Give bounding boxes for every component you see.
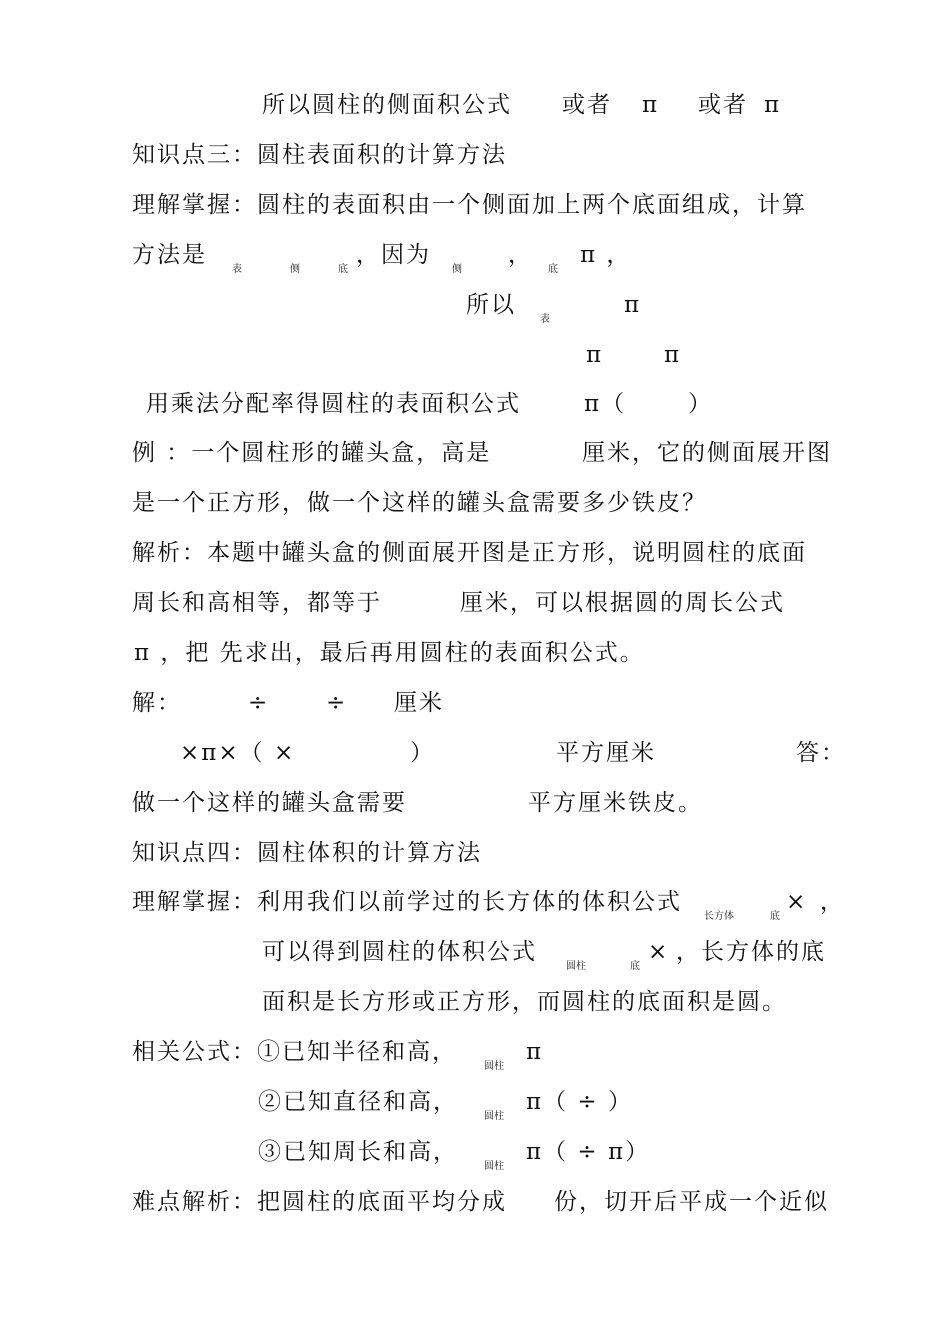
volume-understanding-line-3: 面积是长方形或正方形，而圆柱的底面积是圆。 bbox=[262, 989, 787, 1015]
analysis-line-3: π ，把 先求出，最后再用圆柱的表面积公式。 bbox=[134, 640, 645, 666]
therefore-text: 所以 bbox=[466, 292, 516, 318]
pi-paren-open: π（ bbox=[584, 391, 627, 417]
section-heading-4: 知识点四：圆柱体积的计算方法 bbox=[132, 840, 482, 866]
subscript-surface: 表 bbox=[232, 264, 242, 275]
subscript-lateral-2: 侧 bbox=[452, 264, 462, 275]
method-text: 方法是 bbox=[132, 242, 207, 268]
paren-close-2: ） bbox=[410, 740, 435, 766]
pi-symbol-3: π bbox=[624, 292, 642, 318]
understanding-paragraph-line-1: 理解掌握：圆柱的表面积由一个侧面加上两个底面组成，计算 bbox=[132, 192, 807, 218]
unit-cm: 厘米 bbox=[394, 690, 444, 716]
analysis-line-2b: 厘米，可以根据圆的周长公式 bbox=[460, 590, 785, 616]
comma-text: ， bbox=[508, 242, 533, 268]
solution-label: 解： bbox=[132, 690, 182, 716]
example-question-line-2: 是一个正方形，做一个这样的罐头盒需要多少铁皮？ bbox=[132, 490, 707, 516]
subscript-base-4: 底 bbox=[630, 961, 640, 972]
difficulty-analysis-a: 难点解析：把圆柱的底面平均分成 bbox=[132, 1189, 507, 1215]
section-heading-3: 知识点三：圆柱表面积的计算方法 bbox=[132, 142, 507, 168]
subscript-base-3: 底 bbox=[770, 911, 780, 922]
subscript-surface-2: 表 bbox=[540, 314, 550, 325]
times-symbol-1: × bbox=[786, 889, 808, 915]
or-text-1: 或者 bbox=[562, 92, 612, 118]
or-text-2: 或者 bbox=[698, 92, 748, 118]
volume-understanding-line-2b: ，长方体的底 bbox=[676, 939, 826, 965]
difficulty-analysis-b: 份，切开后平成一个近似 bbox=[554, 1189, 829, 1215]
paren-close-1: ） bbox=[688, 391, 713, 417]
related-formula-1: 相关公式：①已知半径和高， bbox=[132, 1039, 457, 1065]
pi-comma-text: π ， bbox=[580, 242, 632, 268]
subscript-lateral: 侧 bbox=[290, 264, 300, 275]
answer-text-b: 平方厘米铁皮。 bbox=[528, 790, 703, 816]
subscript-base: 底 bbox=[338, 264, 348, 275]
answer-text-a: 做一个这样的罐头盒需要 bbox=[132, 790, 407, 816]
analysis-line-2a: 周长和高相等，都等于 bbox=[132, 590, 382, 616]
subscript-cylinder-4: 圆柱 bbox=[484, 1161, 504, 1172]
related-formula-2: ②已知直径和高， bbox=[258, 1089, 458, 1115]
unit-sq-cm: 平方厘米 bbox=[556, 740, 656, 766]
formula-3-expression: π（ ÷ π） bbox=[526, 1139, 651, 1165]
related-formula-3: ③已知周长和高， bbox=[258, 1139, 458, 1165]
subscript-base-2: 底 bbox=[548, 264, 558, 275]
pi-symbol-2: π bbox=[764, 92, 782, 118]
pi-symbol-5: π bbox=[664, 342, 682, 368]
pi-symbol-6: π bbox=[526, 1039, 544, 1065]
subscript-cylinder-1: 圆柱 bbox=[566, 961, 586, 972]
subscript-cuboid: 长方体 bbox=[704, 911, 734, 922]
analysis-line-1: 解析：本题中罐头盒的侧面展开图是正方形，说明圆柱的底面 bbox=[132, 540, 807, 566]
volume-understanding-line-2: 可以得到圆柱的体积公式 bbox=[262, 939, 537, 965]
formula-2-expression: π（ ÷ ） bbox=[526, 1089, 634, 1115]
subscript-cylinder-3: 圆柱 bbox=[484, 1111, 504, 1122]
because-text: ，因为 bbox=[356, 242, 431, 268]
distributive-formula-text: 用乘法分配率得圆柱的表面积公式 bbox=[146, 391, 521, 417]
divide-symbol-1: ÷ bbox=[248, 690, 270, 716]
lateral-area-formula-text: 所以圆柱的侧面积公式 bbox=[262, 92, 512, 118]
example-question-line-1: 例 ：一个圆柱形的罐头盒，高是 bbox=[132, 440, 492, 466]
comma-text-2: ， bbox=[820, 889, 845, 915]
answer-label: 答： bbox=[796, 740, 846, 766]
pi-symbol-1: π bbox=[642, 92, 660, 118]
volume-understanding-line-1: 理解掌握：利用我们以前学过的长方体的体积公式 bbox=[132, 889, 682, 915]
pi-symbol-4: π bbox=[586, 342, 604, 368]
example-question-line-1b: 厘米，它的侧面展开图 bbox=[582, 440, 832, 466]
subscript-cylinder-2: 圆柱 bbox=[484, 1061, 504, 1072]
divide-symbol-2: ÷ bbox=[326, 690, 348, 716]
times-symbol-2: × bbox=[648, 939, 670, 965]
surface-calc-expression: ×π×（ × bbox=[180, 740, 296, 766]
